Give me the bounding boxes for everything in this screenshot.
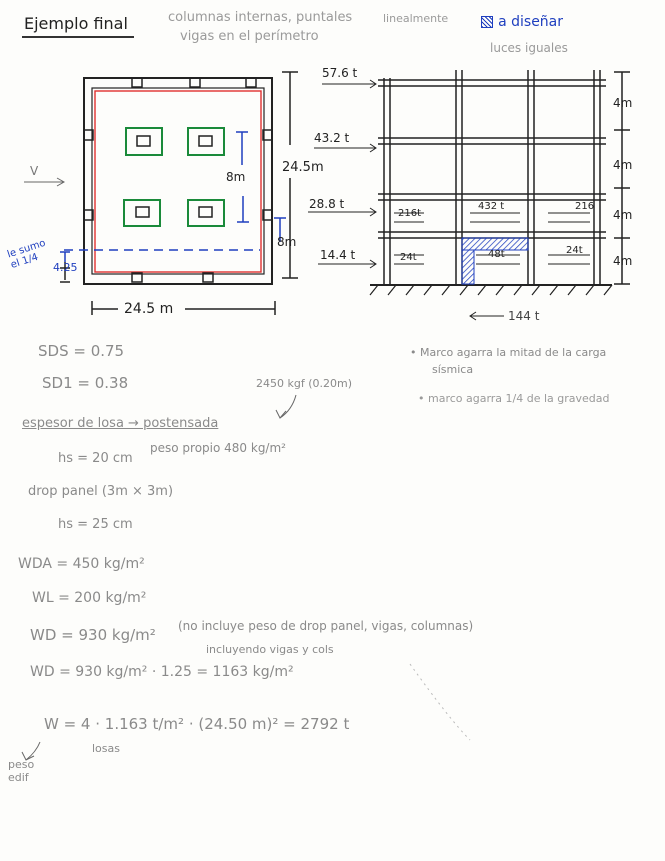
force-2: 43.2 t — [314, 131, 350, 145]
design-label: a diseñar — [498, 14, 564, 30]
losas-label: losas — [92, 742, 120, 755]
design-column — [462, 250, 474, 284]
drop-panel-3 — [124, 200, 160, 226]
shear-right-3: 216 — [575, 201, 595, 212]
base-shear: 144 t — [508, 309, 540, 323]
self-weight: peso propio 480 kg/m² — [150, 441, 286, 455]
plan-dim-total: 24.5m — [282, 160, 324, 175]
slab-thickness: espesor de losa → postensada — [22, 416, 219, 431]
shear-mid-3: 432 t — [478, 201, 505, 212]
story-height-2: 4m — [613, 158, 633, 172]
shear-right-4: 24t — [566, 245, 583, 256]
force-top: 57.6 t — [322, 66, 358, 80]
wda-value: WDA = 450 kg/m² — [18, 556, 145, 572]
note-perimeter-beams: vigas en el perímetro — [180, 29, 319, 44]
force-4: 14.4 t — [320, 248, 356, 262]
slab-weight-calc: 2450 kgf (0.20m) — [256, 377, 353, 390]
plan-dim-inner-2: 8m — [277, 235, 297, 249]
right-note-2: • marco agarra 1/4 de la gravedad — [418, 392, 610, 405]
note-linear: linealmente — [383, 12, 449, 25]
peso-edif-label: peso edif — [8, 758, 35, 784]
plan-dim-inner: 8m — [226, 170, 246, 184]
story-height-3: 4m — [613, 208, 633, 222]
wd-inc-note: incluyendo vigas y cols — [206, 643, 334, 656]
wd-note: (no incluye peso de drop panel, vigas, columnas) — [178, 619, 474, 633]
shear-mid-4: 48t — [488, 249, 505, 260]
sds-value: SDS = 0.75 — [38, 342, 125, 360]
shear-left-3: 216t — [398, 208, 422, 219]
story-height-1: 4m — [613, 96, 633, 110]
elevation-view — [308, 70, 633, 320]
plan-side-note: le sumo el 1/4 — [6, 237, 47, 271]
plan-view — [24, 72, 298, 315]
wl-value: WL = 200 kg/m² — [32, 590, 147, 606]
plan-dim-edge: 4.25 — [53, 261, 78, 274]
wd-full: WD = 930 kg/m² · 1.25 = 1163 kg/m² — [30, 664, 294, 680]
w-total: W = 4 · 1.163 t/m² · (24.50 m)² = 2792 t — [44, 715, 350, 733]
hs-value: hs = 20 cm — [58, 451, 133, 466]
drop-panel-2 — [188, 128, 224, 155]
drop-panel-4 — [188, 200, 224, 226]
drop-panel-1 — [126, 128, 162, 155]
wind-label: V — [30, 164, 39, 178]
page-title: Ejemplo final — [24, 14, 128, 33]
force-3: 28.8 t — [309, 197, 345, 211]
hs-drop-value: hs = 25 cm — [58, 517, 133, 532]
note-columns: columnas internas, puntales — [168, 10, 353, 25]
plan-dim-horizontal: 24.5 m — [124, 301, 174, 317]
drop-panel-note: drop panel (3m × 3m) — [28, 484, 174, 499]
shear-left-4: 24t — [400, 252, 417, 263]
right-note-1b: sísmica — [432, 363, 474, 376]
right-note-1: • Marco agarra la mitad de la carga — [410, 346, 607, 359]
sd1-value: SD1 = 0.38 — [42, 374, 129, 392]
wd-value: WD = 930 kg/m² — [30, 626, 156, 644]
note-equal-spans: luces iguales — [490, 41, 568, 55]
story-height-4: 4m — [613, 254, 633, 268]
